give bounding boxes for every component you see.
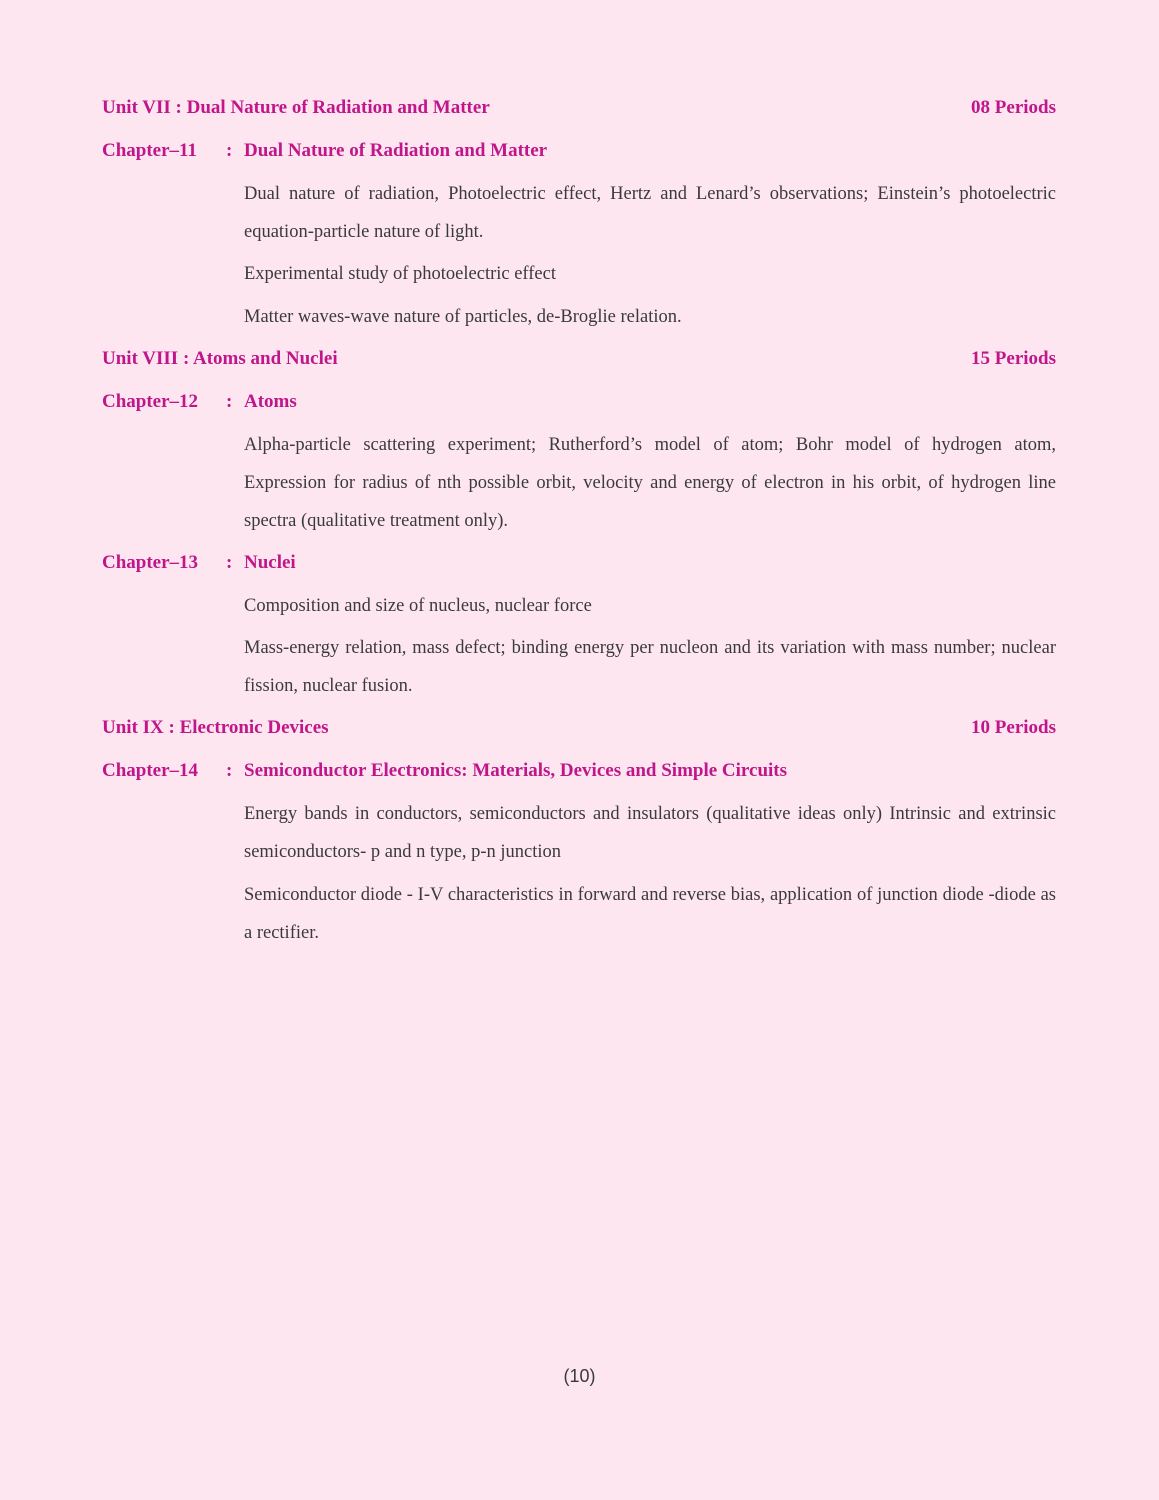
chapter-number: Chapter–14 (102, 760, 199, 781)
chapter-title: Atoms (244, 391, 297, 412)
chapter-paragraph: Semiconductor diode - I-V characteristics in forward and reverse bias, application of junction diode -diode as a rectifier. (244, 885, 1056, 943)
chapter-number: Chapter–11 (102, 140, 197, 161)
chapter-title: Nuclei (244, 552, 296, 573)
chapter-paragraph: Alpha-particle scattering experiment; Rutherford’s model of atom; Bohr model of hydrogen atom, Expression for radius of nth possible orbit, velocity and energy of electron in his orbit, of hydrogen line spectra (qualitative treatment only). (244, 435, 1056, 531)
unit-title: Unit IX : Electronic Devices (102, 717, 329, 738)
chapter-title: Dual Nature of Radiation and Matter (244, 140, 548, 161)
page-number: (10) (563, 1366, 596, 1386)
unit-heading-9 (102, 717, 1056, 743)
chapter-colon: : (226, 140, 233, 161)
unit-periods: 10 Periods (971, 717, 1056, 738)
chapter-colon: : (226, 552, 233, 573)
chapter-title: Semiconductor Electronics: Materials, Devices and Simple Circuits (244, 760, 788, 781)
chapter-paragraph: Mass-energy relation, mass defect; binding energy per nucleon and its variation with mass number; nuclear fission, nuclear fusion. (244, 638, 1056, 696)
chapter-paragraph: Composition and size of nucleus, nuclear force (244, 596, 592, 616)
unit-title: Unit VII : Dual Nature of Radiation and Matter (102, 97, 490, 118)
unit-title: Unit VIII : Atoms and Nuclei (102, 348, 338, 369)
chapter-paragraph: Dual nature of radiation, Photoelectric effect, Hertz and Lenard’s observations; Einstein’s photoelectric equation-particle nature of light. (244, 184, 1056, 242)
chapter-paragraph: Experimental study of photoelectric effect (244, 264, 556, 284)
unit-periods: 15 Periods (971, 348, 1056, 369)
chapter-colon: : (226, 760, 233, 781)
unit-periods: 08 Periods (971, 97, 1056, 118)
chapter-colon: : (226, 391, 233, 412)
chapter-paragraph: Energy bands in conductors, semiconductors and insulators (qualitative ideas only) Intrinsic and extrinsic semiconductors- p and n type, p-n junction (244, 804, 1056, 862)
unit-heading-7 (102, 97, 1056, 123)
chapter-paragraph: Matter waves-wave nature of particles, de-Broglie relation. (244, 307, 682, 327)
unit-heading-8 (102, 348, 1056, 374)
chapter-number: Chapter–12 (102, 391, 199, 412)
chapter-number: Chapter–13 (102, 552, 199, 573)
